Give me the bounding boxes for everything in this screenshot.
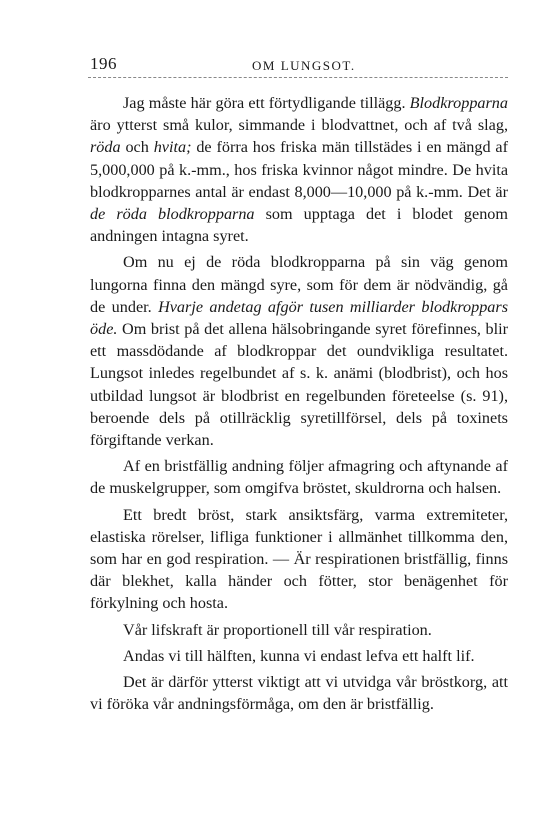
body-text <box>90 92 508 715</box>
text-run: de förra hos friska män tillstädes i en mängd af 5,000,000 på k.-mm., hos friska kvinnor något mindre. De hvita blodkropparnes antal är endast 8,000—10,000 på k.-mm. Det är <box>90 138 509 201</box>
header-rule <box>88 77 508 78</box>
paragraph <box>90 504 508 615</box>
emphasis-text: de röda blodkropparna <box>90 205 255 224</box>
emphasis-text: hvita; <box>153 138 192 157</box>
text-run: Ett bredt bröst, stark ansiktsfärg, varma extremiteter, elastiska rörelser, lifliga funktioner i allmänhet tillkomma den, som har en god respiration. — Är respirationen bristfällig, finns där blekhet, kalla händer och fötter, stor benägenhet för förkylning och hosta. <box>90 505 508 613</box>
text-run: Vår lifskraft är proportionell till vår respiration. <box>123 620 432 639</box>
paragraph <box>90 619 508 641</box>
paragraph <box>90 455 508 499</box>
paragraph <box>90 645 508 667</box>
text-run: Af en bristfällig andning följer afmagring och aftynande af de muskelgrupper, som omgifva bröstet, skuldrorna och halsen. <box>90 457 508 498</box>
text-run: som upptaga det i blodet genom andningen intagna syret. <box>90 205 508 246</box>
text-run: och <box>120 138 154 157</box>
emphasis-text: Hvarje andetag afgör tusen milliarder blodkroppars öde. <box>90 297 508 339</box>
text-run: Om brist på det allena hälsobringande syret förefinnes, blir ett massdödande af blodkroppar det oundvikliga resultatet. Lungsot inledes regelbundet af s. k. anämi (blodbrist), och hos utbildad lungsot är blodbrist en regelbunden företeelse (s. 91), beroende dels på otillräcklig syretillförsel, dels på toxinets förgiftande verkan. <box>90 320 508 450</box>
running-head: OM LUNGSOT. <box>252 58 356 73</box>
paragraph <box>90 671 508 715</box>
text-run: Jag måste här göra ett förtydligande tillägg. <box>123 94 410 112</box>
emphasis-text: röda <box>90 138 121 157</box>
page-number: 196 <box>90 54 117 73</box>
text-run: Andas vi till hälften, kunna vi endast lefva ett halft lif. <box>123 646 475 665</box>
emphasis-text: Blodkropparna <box>409 94 508 112</box>
text-run: Om nu ej de röda blodkropparna på sin väg genom lungorna finna den mängd syre, som för dem är nödvändig, gå de under. <box>90 253 508 316</box>
text-run: äro ytterst små kulor, simmande i blodvattnet, och af två slag, <box>90 116 508 135</box>
paragraph <box>90 92 508 247</box>
paragraph <box>90 251 508 451</box>
text-run: Det är därför ytterst viktigt att vi utvidga vår bröstkorg, att vi föröka vår andningsförmåga, om den är bristfällig. <box>90 673 508 714</box>
